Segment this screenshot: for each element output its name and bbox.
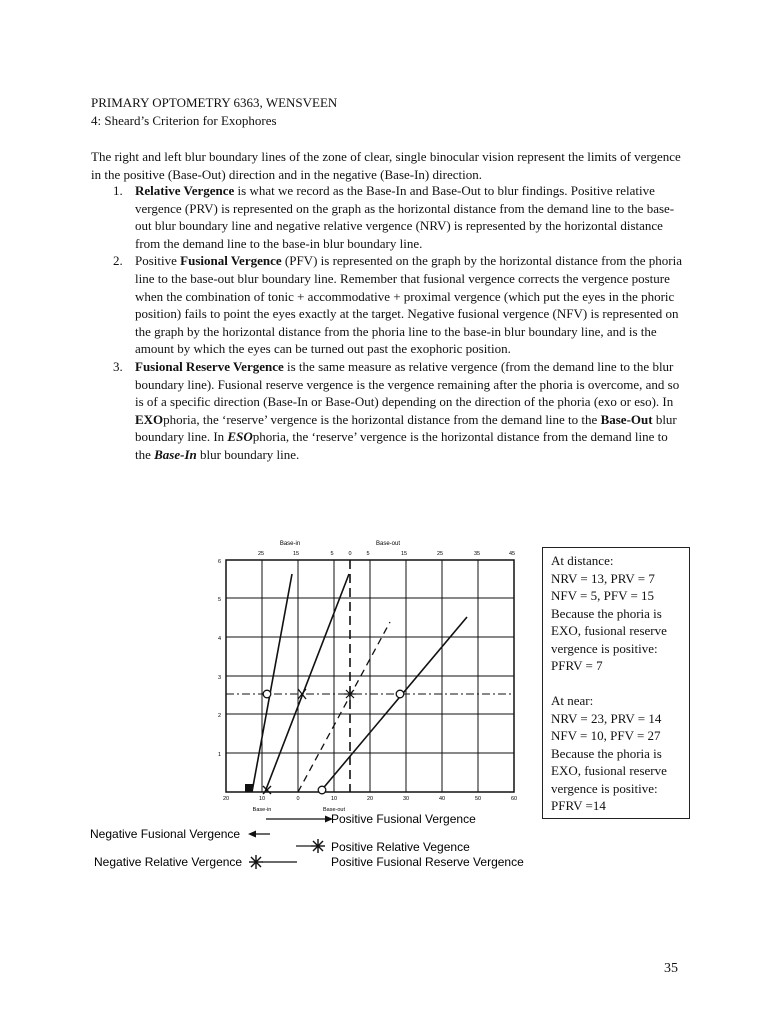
tick-label: 6: [217, 559, 221, 565]
legend-pfv: Positive Fusional Vergence: [331, 812, 476, 826]
open-circle-marker: [396, 690, 404, 698]
tick-label: 10: [330, 796, 338, 802]
tick-label: 10: [258, 796, 266, 802]
top-base-out-label: Base-out: [375, 541, 401, 547]
tick-label: 45: [508, 551, 516, 557]
box-line: PFRV = 7: [551, 658, 603, 673]
tick-label: 2: [217, 713, 221, 719]
top-base-in-label: Base-in: [279, 541, 301, 547]
list-number: 1.: [113, 183, 123, 198]
tick-label: 4: [217, 636, 221, 642]
box-line: NRV = 13, PRV = 7: [551, 570, 655, 586]
tick-label: 5: [366, 551, 370, 557]
list-item: 1. Relative Vergence is what we record as the Base-In and Base-Out to blur findings. Positive relative vergence (PRV) is represented on the graph as the horizontal distance from the demand line to the base-out blur boundary line and negative relative vergence (NRV) is represented by the horizontal distance from the demand line to the base-in blur boundary line.: [113, 183, 675, 251]
box-line: NFV = 10, PFV = 27: [551, 728, 661, 743]
box-line: EXO, fusional reserve: [551, 623, 667, 638]
legend-nrv: Negative Relative Vergence: [94, 855, 243, 869]
legend-prv: Positive Relative Vegence: [331, 840, 470, 854]
bottom-base-out-label: Base-out: [322, 807, 346, 813]
tick-label: 50: [474, 796, 482, 802]
tick-label: 3: [217, 675, 221, 681]
graph-grid: [226, 560, 514, 792]
star-icon: [311, 839, 325, 853]
open-circle-marker: [318, 786, 326, 794]
phoria-line: [298, 622, 390, 792]
star-icon: [249, 855, 263, 869]
base-in-blur-line-2: [265, 574, 349, 792]
box-line: NFV = 5, PFV = 15: [551, 588, 655, 603]
list-number: 3.: [113, 358, 123, 374]
filled-square-marker: [245, 784, 253, 792]
box-line: Because the phoria is: [551, 605, 662, 621]
tick-label: 35: [473, 551, 481, 557]
intro-paragraph: The right and left blur boundary lines of the zone of clear, single binocular vision represent the limits of vergence in the positive (Base-Out) direction and in the negative (Base-In) direction.: [91, 149, 681, 182]
bottom-base-in-label: Base-in: [252, 807, 272, 813]
tick-label: 1: [217, 752, 221, 758]
tick-label: 25: [257, 551, 265, 557]
section-title: 4: Sheard’s Criterion for Exophores: [91, 113, 277, 128]
list-item: 3. Fusional Reserve Vergence is the same measure as relative vergence (from the demand line to the blur boundary line). Fusional reserve vergence is the vergence remaining after the phoria is overcome, and so is of a specific direction (Base-In or Base-Out) depending on the direction of the phoria (exo or eso). In EXOphoria, the ‘reserve’ vergence is the horizontal distance from the demand line to the Base-Out blur boundary line. In ESOphoria, the ‘reserve’ vergence is the horizontal distance from the demand line to the Base-In blur boundary line.: [113, 358, 680, 462]
page-number: 35: [664, 961, 678, 976]
course-header: PRIMARY OPTOMETRY 6363, WENSVEEN: [91, 95, 338, 110]
tick-label: 20: [222, 796, 230, 802]
tick-label: 15: [400, 551, 408, 557]
term: Fusional Reserve Vergence: [135, 358, 284, 374]
legend-nfv: Negative Fusional Vergence: [90, 827, 241, 841]
term: Fusional Vergence: [180, 253, 282, 269]
box-line: PFRV =14: [551, 798, 606, 813]
tick-label: 20: [366, 796, 374, 802]
box-line: vergence is positive:: [551, 640, 658, 656]
tick-label: 15: [292, 551, 300, 557]
list-item: 2. Positive Fusional Vergence (PFV) is represented on the graph by the horizontal distance from the phoria line to the base-out blur boundary line. Remember that fusional vergence corrects the vergence posture when the combination of tonic + accommodative + proximal vergence (which put the eyes in the phoric position) fails to point the eyes exactly at the target. Negative fusional vergence (NFV) is represented on the graph by the horizontal distance from the phoria line to the base-in blur boundary line, and is the amount by which the eyes can be turned out past the exophoric position.: [113, 253, 682, 357]
base-in-blur-line-1: [252, 574, 292, 792]
tick-label: 0: [296, 796, 300, 802]
arrow-head-icon: [248, 831, 256, 838]
tick-label: 60: [510, 796, 518, 802]
tick-label: 5: [217, 597, 221, 603]
term: Relative Vergence: [135, 183, 235, 198]
values-box: [542, 547, 690, 819]
box-line: At distance:: [551, 553, 614, 568]
tick-label: 0: [348, 551, 352, 557]
spacer: [551, 675, 689, 693]
box-line: vergence is positive:: [551, 780, 658, 796]
list-number: 2.: [113, 253, 123, 269]
star-marker: [344, 688, 356, 700]
box-line: Because the phoria is: [551, 745, 662, 761]
base-out-blur-line: [320, 617, 467, 792]
tick-label: 40: [438, 796, 446, 802]
tick-label: 25: [436, 551, 444, 557]
tick-label: 30: [402, 796, 410, 802]
tick-label: 5: [330, 551, 334, 557]
legend-pfrv: Positive Fusional Reserve Vergence: [331, 855, 524, 869]
open-circle-marker: [263, 690, 271, 698]
box-line: At near:: [551, 693, 594, 708]
box-line: EXO, fusional reserve: [551, 763, 667, 778]
box-line: NRV = 23, PRV = 14: [551, 710, 662, 726]
